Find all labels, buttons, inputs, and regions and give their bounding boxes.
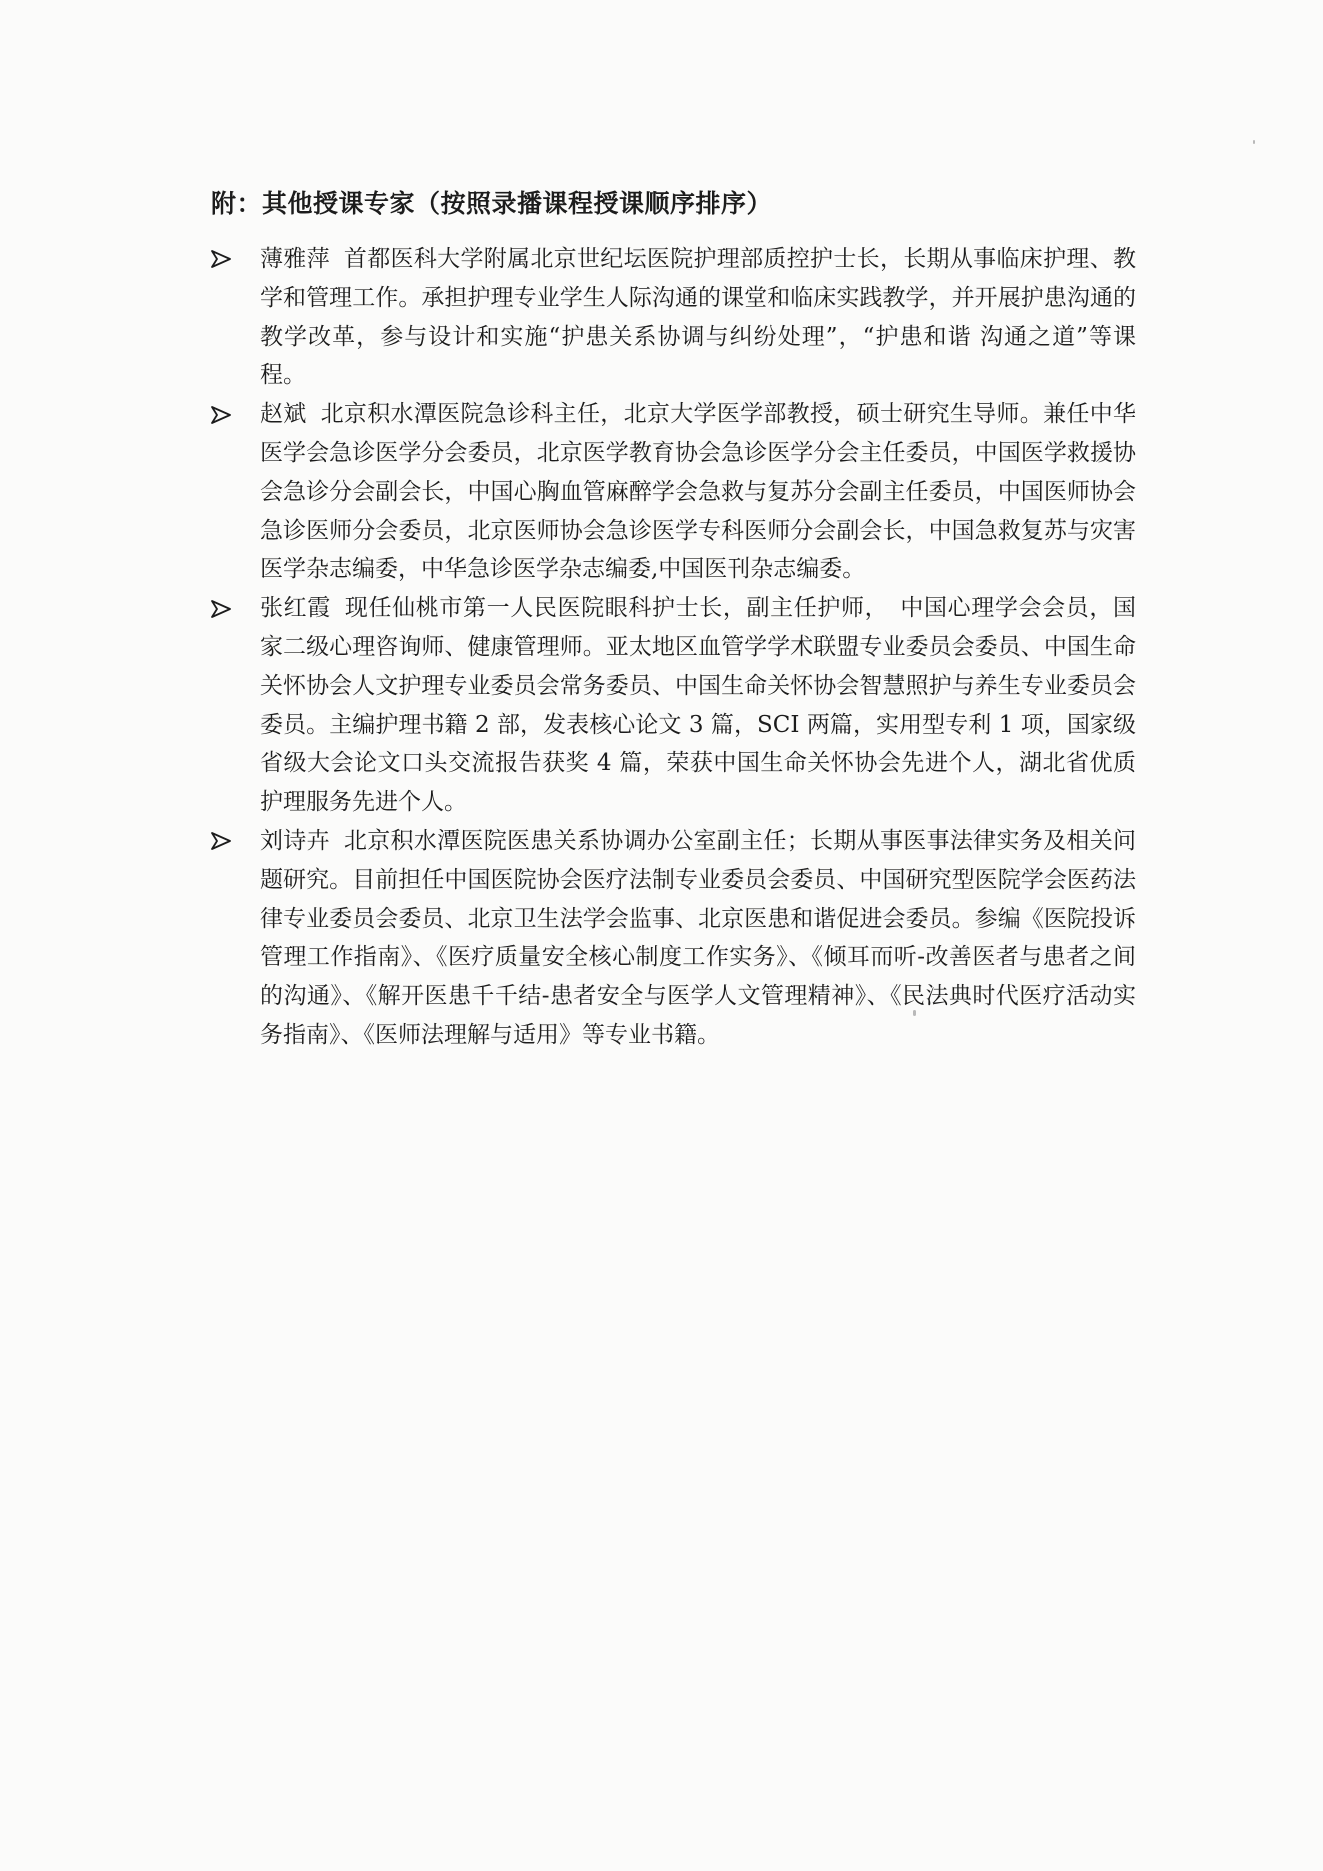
list-item bbox=[211, 395, 1136, 589]
arrowhead-bullet-icon bbox=[211, 395, 233, 434]
expert-name: 薄雅萍 bbox=[260, 246, 330, 272]
arrowhead-bullet-icon bbox=[211, 589, 233, 628]
arrowhead-bullet-icon bbox=[211, 822, 233, 861]
list-item bbox=[211, 822, 1136, 1055]
expert-bio: 现任仙桃市第一人民医院眼科护士长，副主任护师， 中国心理学会会员，国家二级心理咨询师、健康管理师。亚太地区血管学学术联盟专业委员会委员、中国生命关怀协会人文护理专业委员会常务委员、中国生命关怀协会智慧照护与养生专业委员会委员。主编护理书籍 2 部，发表核心论文 3 篇，SCI 两篇，实用型专利 1 项，国家级省级大会论文口头交流报告获奖 4 篇，荣获中国生命关怀协会先进个人，湖北省优质护理服务先进个人。 bbox=[260, 595, 1136, 816]
list-item bbox=[211, 240, 1136, 395]
arrowhead-bullet-icon bbox=[211, 240, 233, 279]
scan-speck bbox=[913, 1010, 916, 1016]
page-heading: 附：其他授课专家（按照录播课程授课顺序排序） bbox=[211, 189, 773, 218]
expert-bio: 首都医科大学附属北京世纪坛医院护理部质控护士长，长期从事临床护理、教学和管理工作。承担护理专业学生人际沟通的课堂和临床实践教学，并开展护患沟通的教学改革，参与设计和实施“护患关系协调与纠纷处理”，“护患和谐 沟通之道”等课程。 bbox=[260, 246, 1137, 389]
expert-name: 刘诗卉 bbox=[260, 827, 330, 854]
expert-name: 张红霞 bbox=[260, 595, 331, 622]
expert-list bbox=[211, 240, 1136, 1055]
list-item bbox=[211, 589, 1136, 822]
expert-name: 赵斌 bbox=[260, 401, 307, 428]
expert-bio: 北京积水潭医院医患关系协调办公室副主任；长期从事医事法律实务及相关问题研究。目前担任中国医院协会医疗法制专业委员会委员、中国研究型医院学会医药法律专业委员会委员、北京卫生法学会监事、北京医患和谐促进会委员。参编《医院投诉管理工作指南》、《医疗质量安全核心制度工作实务》、《倾耳而听-改善医者与患者之间的沟通》、《解开医患千千结-患者安全与医学人文管理精神》、《民法典时代医疗活动实务指南》、《医师法理解与适用》等专业书籍。 bbox=[260, 827, 1137, 1048]
scan-speck bbox=[1253, 140, 1255, 144]
expert-bio: 北京积水潭医院急诊科主任，北京大学医学部教授，硕士研究生导师。兼任中华医学会急诊医学分会委员，北京医学教育协会急诊医学分会主任委员，中国医学救援协会急诊分会副会长，中国心胸血管麻醉学会急救与复苏分会副主任委员，中国医师协会急诊医师分会委员，北京医师协会急诊医学专科医师分会副会长，中国急救复苏与灾害医学杂志编委，中华急诊医学杂志编委,中国医刊杂志编委。 bbox=[260, 401, 1137, 583]
